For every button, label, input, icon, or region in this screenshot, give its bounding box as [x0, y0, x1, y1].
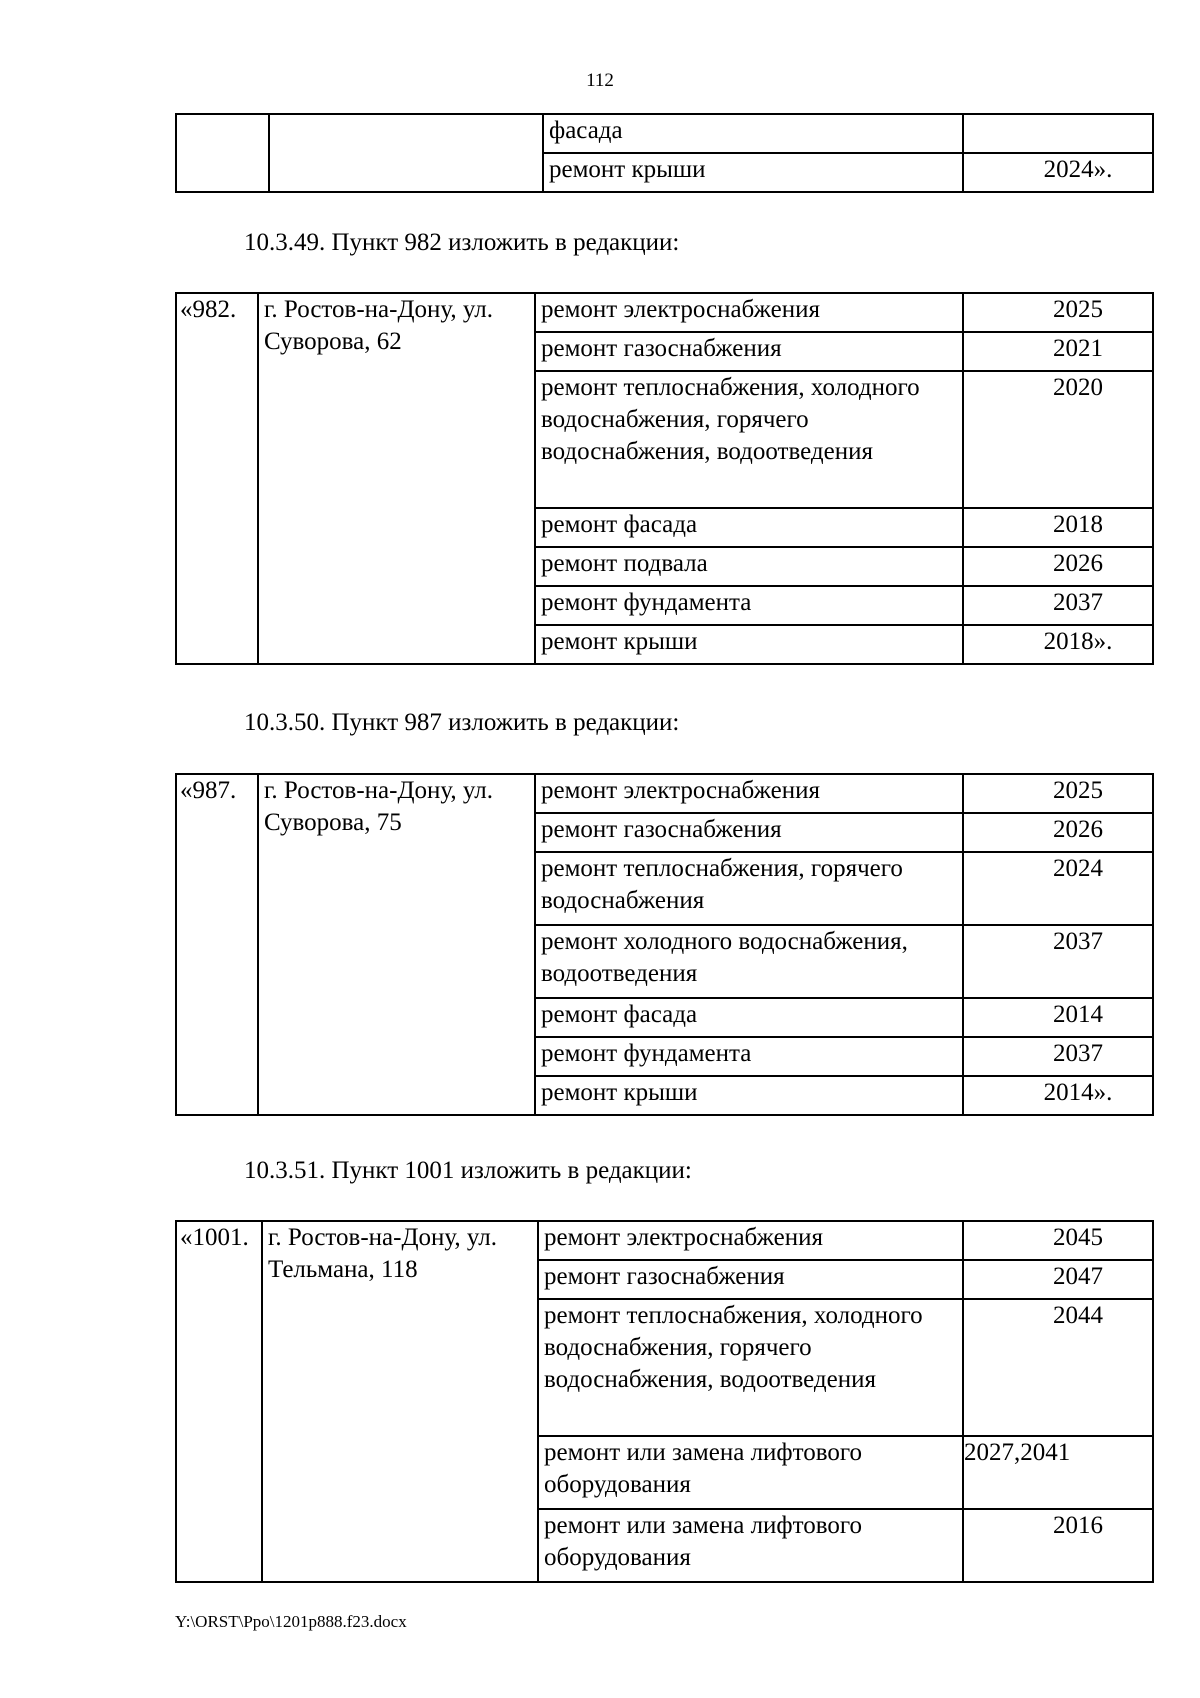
work-cell: ремонт теплоснабжения, холодного водоснабжения, горячего водоснабжения, водоотведения — [538, 1299, 963, 1436]
year-cell: 2018 — [963, 508, 1153, 547]
continuation-table — [175, 113, 1154, 193]
year-cell: 2014 — [963, 998, 1153, 1037]
year-cell — [963, 114, 1153, 153]
work-cell: ремонт электроснабжения — [538, 1221, 963, 1260]
work-cell: ремонт фундамента — [535, 586, 963, 625]
item-982-table — [175, 292, 1154, 665]
table-row — [176, 1221, 1153, 1260]
item-number: «982. — [176, 293, 258, 664]
item-address: г. Ростов-на-Дону, ул. Тельмана, 118 — [262, 1221, 538, 1582]
work-cell: ремонт газоснабжения — [538, 1260, 963, 1299]
year-cell: 2020 — [963, 371, 1153, 508]
year-cell: 2044 — [963, 1299, 1153, 1436]
work-cell: ремонт теплоснабжения, горячего водоснабжения — [535, 852, 963, 925]
address-cell — [269, 114, 543, 192]
year-cell: 2037 — [963, 925, 1153, 998]
work-cell: ремонт или замена лифтового оборудования — [538, 1509, 963, 1582]
item-number: «987. — [176, 774, 258, 1115]
number-cell — [176, 114, 269, 192]
table-row — [176, 774, 1153, 813]
item-1001-table — [175, 1220, 1154, 1583]
year-cell: 2018». — [963, 625, 1153, 664]
section-heading: 10.3.49. Пункт 982 изложить в редакции: — [244, 229, 680, 256]
year-cell: 2047 — [963, 1260, 1153, 1299]
year-cell: 2027,2041 — [963, 1436, 1153, 1509]
year-cell: 2037 — [963, 1037, 1153, 1076]
work-cell: ремонт газоснабжения — [535, 813, 963, 852]
work-cell: ремонт газоснабжения — [535, 332, 963, 371]
work-cell: ремонт электроснабжения — [535, 293, 963, 332]
item-address: г. Ростов-на-Дону, ул. Суворова, 75 — [258, 774, 535, 1115]
footer-file-path: Y:\ORST\Ppo\1201p888.f23.docx — [175, 1612, 407, 1631]
work-cell: ремонт фасада — [535, 508, 963, 547]
work-cell: ремонт крыши — [543, 153, 963, 192]
work-cell: ремонт фундамента — [535, 1037, 963, 1076]
year-cell: 2016 — [963, 1509, 1153, 1582]
year-cell: 2014». — [963, 1076, 1153, 1115]
year-cell: 2025 — [963, 293, 1153, 332]
year-cell: 2024». — [963, 153, 1153, 192]
work-cell: ремонт электроснабжения — [535, 774, 963, 813]
table-row — [176, 293, 1153, 332]
section-heading: 10.3.50. Пункт 987 изложить в редакции: — [244, 709, 680, 736]
year-cell: 2021 — [963, 332, 1153, 371]
year-cell: 2045 — [963, 1221, 1153, 1260]
item-address: г. Ростов-на-Дону, ул. Суворова, 62 — [258, 293, 535, 664]
work-cell: ремонт или замена лифтового оборудования — [538, 1436, 963, 1509]
page-number: 112 — [586, 70, 614, 91]
table-row — [176, 114, 1153, 153]
year-cell: 2024 — [963, 852, 1153, 925]
work-cell: ремонт крыши — [535, 1076, 963, 1115]
year-cell: 2026 — [963, 547, 1153, 586]
work-cell: ремонт холодного водоснабжения, водоотведения — [535, 925, 963, 998]
work-cell: ремонт фасада — [535, 998, 963, 1037]
year-cell: 2025 — [963, 774, 1153, 813]
section-heading: 10.3.51. Пункт 1001 изложить в редакции: — [244, 1157, 692, 1184]
work-cell: фасада — [543, 114, 963, 153]
work-cell: ремонт крыши — [535, 625, 963, 664]
work-cell: ремонт теплоснабжения, холодного водоснабжения, горячего водоснабжения, водоотведения — [535, 371, 963, 508]
year-cell: 2037 — [963, 586, 1153, 625]
work-cell: ремонт подвала — [535, 547, 963, 586]
item-number: «1001. — [176, 1221, 262, 1582]
year-cell: 2026 — [963, 813, 1153, 852]
item-987-table — [175, 773, 1154, 1116]
